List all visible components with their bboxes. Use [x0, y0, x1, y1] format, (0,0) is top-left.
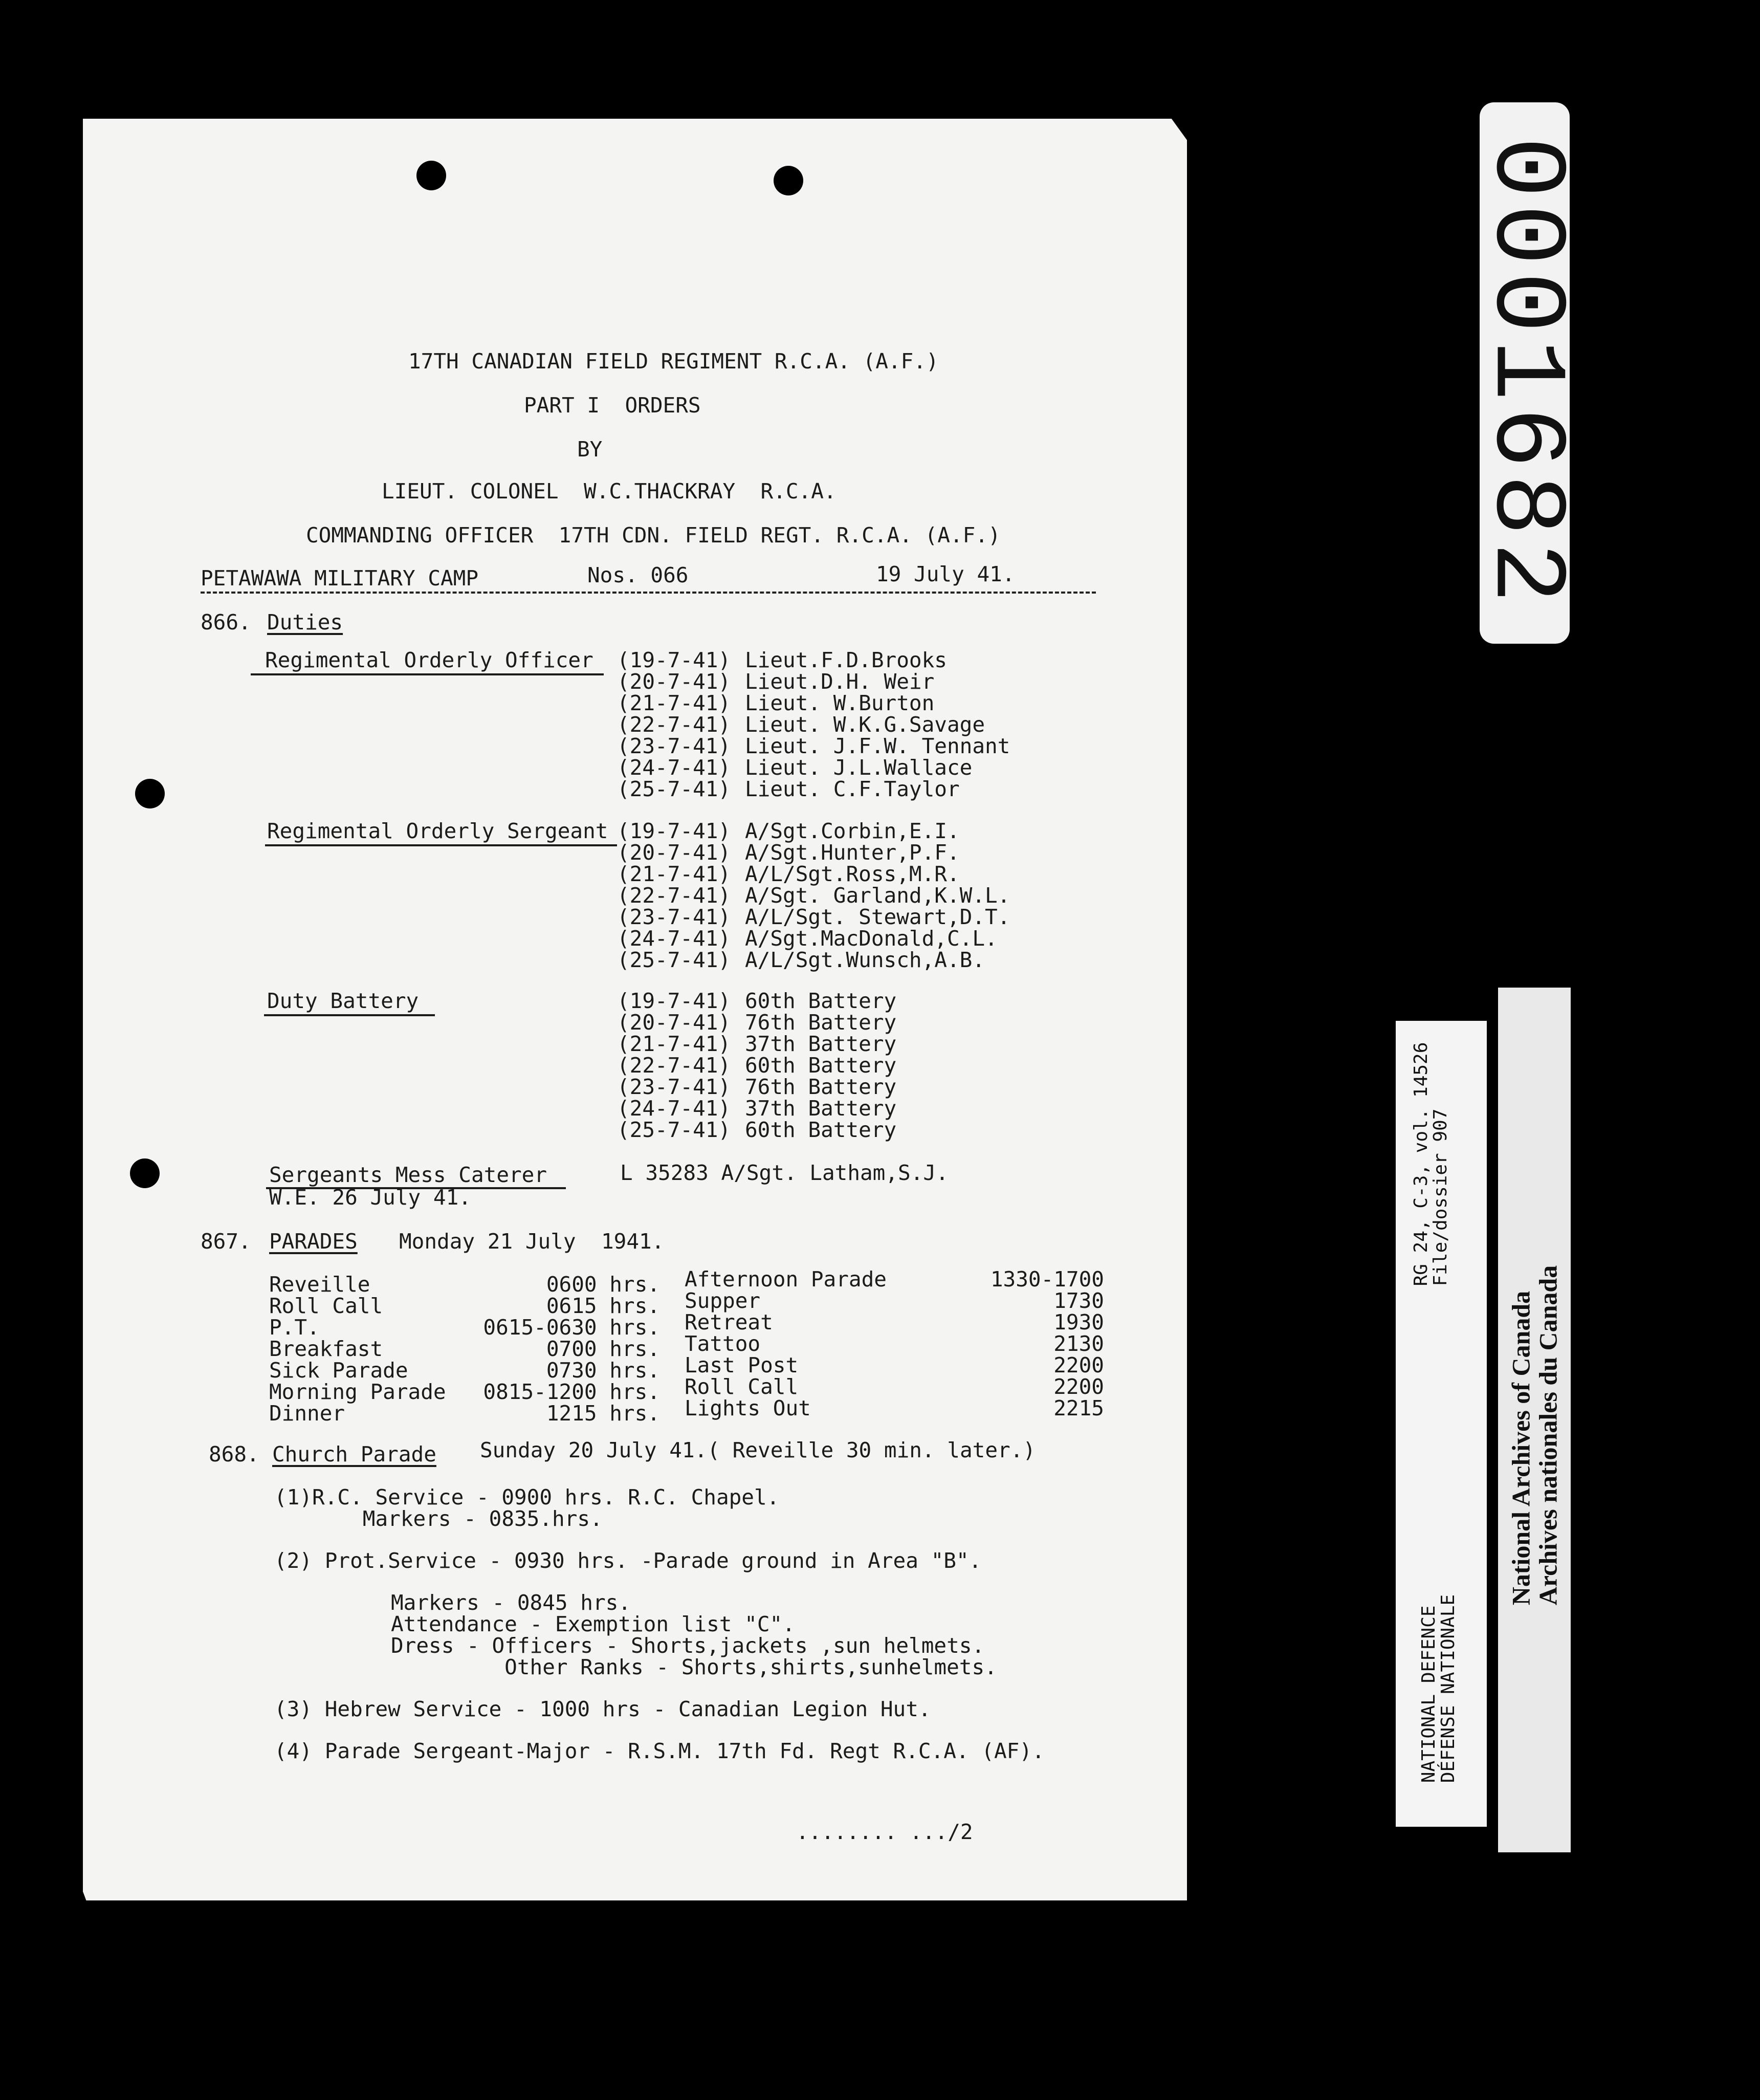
duty-date: (19-7-41): [617, 989, 731, 1013]
parade-item-time: 1330-1700: [990, 1267, 1104, 1292]
punch-hole: [774, 166, 803, 195]
church-date: Sunday 20 July 41.( Reveille 30 min. later.): [480, 1438, 1036, 1462]
dept-line-2: DÉFENSE NATIONALE: [1438, 1594, 1459, 1783]
duty-date: (21-7-41): [617, 1032, 731, 1056]
duty-date: (24-7-41): [617, 926, 731, 951]
parade-item-name: Roll Call: [269, 1294, 383, 1318]
duty-assignee: A/L/Sgt. Stewart,D.T.: [745, 905, 1010, 929]
duty-assignee: 37th Battery: [745, 1096, 897, 1121]
duty-assignee: Lieut. W.Burton: [745, 691, 935, 715]
duty-group-underline: [251, 673, 604, 675]
duty-assignee: Lieut. W.K.G.Savage: [745, 712, 985, 737]
duty-assignee: A/L/Sgt.Ross,M.R.: [745, 862, 960, 886]
parade-item-time: 1930: [1053, 1310, 1104, 1335]
parade-item-time: 1215 hrs.: [546, 1401, 660, 1426]
duty-assignee: A/Sgt.MacDonald,C.L.: [745, 926, 998, 951]
regiment-title: 17TH CANADIAN FIELD REGIMENT R.C.A. (A.F.): [408, 349, 939, 374]
duty-date: (23-7-41): [617, 905, 731, 929]
duty-assignee: 60th Battery: [745, 1053, 897, 1078]
ref-line-1: RG 24, C-3, vol. 14526: [1411, 1042, 1432, 1286]
parade-date: Monday 21 July 1941.: [399, 1229, 665, 1254]
archives-line-en: National Archives of Canada: [1506, 1290, 1535, 1606]
parade-item-name: Supper: [685, 1288, 761, 1313]
parade-item-name: Afternoon Parade: [685, 1267, 887, 1292]
continued-marker: ........ .../2: [796, 1820, 973, 1844]
caterer-title: Sergeants Mess Caterer: [269, 1163, 547, 1187]
duty-assignee: A/Sgt. Garland,K.W.L.: [745, 883, 1010, 908]
section-number: 868.: [209, 1442, 259, 1467]
duty-assignee: Lieut.D.H. Weir: [745, 669, 935, 694]
duty-date: (23-7-41): [617, 734, 731, 758]
duty-assignee: Lieut. J.F.W. Tennant: [745, 734, 1010, 758]
duty-assignee: 76th Battery: [745, 1075, 897, 1099]
duty-date: (25-7-41): [617, 948, 731, 972]
reference-text: [1412, 1042, 1450, 1286]
parade-item-name: Sick Parade: [269, 1358, 408, 1383]
section-title: Duties: [267, 610, 343, 635]
parade-item-name: Lights Out: [685, 1396, 811, 1420]
parade-item-name: Breakfast: [269, 1337, 383, 1361]
duty-assignee: Lieut. C.F.Taylor: [745, 777, 960, 801]
punch-hole: [135, 779, 165, 808]
order-date: 19 July 41.: [876, 562, 1015, 586]
commander-line: LIEUT. COLONEL W.C.THACKRAY R.C.A.: [382, 479, 837, 504]
church-line: (1)R.C. Service - 0900 hrs. R.C. Chapel.: [274, 1485, 780, 1510]
duty-group-underline: [265, 844, 617, 846]
dept-line-1: NATIONAL DEFENCE: [1418, 1605, 1440, 1783]
commanding-officer-line: COMMANDING OFFICER 17TH CDN. FIELD REGT. R.C.A. (A.F.): [306, 523, 1001, 548]
parade-item-name: Retreat: [685, 1310, 773, 1335]
parade-item-time: 0730 hrs.: [546, 1358, 660, 1383]
section-number: 866.: [201, 610, 251, 635]
ref-line-2: File/dossier 907: [1430, 1108, 1451, 1286]
church-line: Other Ranks - Shorts,shirts,sunhelmets.: [391, 1655, 997, 1679]
section-number: 867.: [201, 1229, 251, 1254]
document-number: 0001682: [1466, 136, 1583, 610]
parade-item-time: 0700 hrs.: [546, 1337, 660, 1361]
parade-item-time: 0615 hrs.: [546, 1294, 660, 1318]
duty-assignee: 37th Battery: [745, 1032, 897, 1056]
parade-item-name: P.T.: [269, 1315, 320, 1340]
punch-hole: [130, 1158, 160, 1188]
duty-assignee: 76th Battery: [745, 1010, 897, 1035]
parade-item-time: 1730: [1053, 1288, 1104, 1313]
duty-date: (22-7-41): [617, 883, 731, 908]
parade-item-time: 0615-0630 hrs.: [483, 1315, 660, 1340]
order-number: Nos. 066: [587, 563, 689, 587]
duty-assignee: A/L/Sgt.Wunsch,A.B.: [745, 948, 985, 972]
parade-item-name: Roll Call: [685, 1374, 799, 1399]
church-line: (3) Hebrew Service - 1000 hrs - Canadian Legion Hut.: [274, 1697, 931, 1721]
duty-date: (25-7-41): [617, 777, 731, 801]
parade-item-name: Morning Parade: [269, 1380, 446, 1404]
parade-item-time: 0815-1200 hrs.: [483, 1380, 660, 1404]
punch-hole: [416, 161, 446, 190]
duty-date: (21-7-41): [617, 691, 731, 715]
duty-date: (20-7-41): [617, 1010, 731, 1035]
part-title: PART I ORDERS: [524, 393, 701, 418]
parade-item-name: Reveille: [269, 1272, 370, 1297]
header-divider: [201, 592, 1096, 594]
parade-item-time: 2130: [1053, 1331, 1104, 1356]
parade-item-time: 2215: [1053, 1396, 1104, 1420]
duty-date: (25-7-41): [617, 1118, 731, 1142]
duty-assignee: Lieut.F.D.Brooks: [745, 648, 947, 672]
church-line: Markers - 0845 hrs.: [391, 1590, 631, 1615]
section-title: Church Parade: [272, 1442, 436, 1467]
duty-assignee: 60th Battery: [745, 1118, 897, 1142]
duty-group-underline: [264, 1014, 435, 1016]
archives-text: [1508, 1265, 1561, 1605]
duty-group-title: Regimental Orderly Sergeant: [267, 819, 608, 843]
duty-date: (22-7-41): [617, 712, 731, 737]
duty-date: (22-7-41): [617, 1053, 731, 1078]
archives-line-fr: Archives nationales du Canada: [1533, 1265, 1562, 1606]
church-line: Markers - 0835.hrs.: [274, 1506, 603, 1531]
church-line: Dress - Officers - Shorts,jackets ,sun helmets.: [391, 1633, 985, 1658]
section-title: PARADES: [269, 1229, 358, 1254]
church-line: (4) Parade Sergeant-Major - R.S.M. 17th Fd. Regt R.C.A. (AF).: [274, 1739, 1045, 1763]
by-line: BY: [577, 437, 603, 462]
duty-assignee: Lieut. J.L.Wallace: [745, 755, 973, 780]
church-line: (2) Prot.Service - 0930 hrs. -Parade ground in Area "B".: [274, 1548, 982, 1573]
duty-date: (23-7-41): [617, 1075, 731, 1099]
duty-date: (24-7-41): [617, 755, 731, 780]
parade-item-time: 0600 hrs.: [546, 1272, 660, 1297]
parade-item-time: 2200: [1053, 1374, 1104, 1399]
duty-group-title: Duty Battery: [267, 989, 419, 1013]
duty-assignee: 60th Battery: [745, 989, 897, 1013]
parade-item-time: 2200: [1053, 1353, 1104, 1377]
parade-item-name: Tattoo: [685, 1331, 761, 1356]
church-line: Attendance - Exemption list "C".: [391, 1612, 795, 1636]
duty-assignee: A/Sgt.Corbin,E.I.: [745, 819, 960, 843]
parade-item-name: Dinner: [269, 1401, 345, 1426]
parade-item-name: Last Post: [685, 1353, 799, 1377]
duty-date: (20-7-41): [617, 840, 731, 865]
department-text: [1419, 1594, 1458, 1783]
camp-name: PETAWAWA MILITARY CAMP: [201, 566, 479, 590]
duty-date: (24-7-41): [617, 1096, 731, 1121]
duty-date: (19-7-41): [617, 819, 731, 843]
duty-group-title: Regimental Orderly Officer: [265, 648, 593, 672]
caterer-week: W.E. 26 July 41.: [269, 1185, 471, 1210]
duty-date: (19-7-41): [617, 648, 731, 672]
duty-assignee: A/Sgt.Hunter,P.F.: [745, 840, 960, 865]
duty-date: (21-7-41): [617, 862, 731, 886]
duty-date: (20-7-41): [617, 669, 731, 694]
caterer-name: L 35283 A/Sgt. Latham,S.J.: [620, 1161, 949, 1185]
